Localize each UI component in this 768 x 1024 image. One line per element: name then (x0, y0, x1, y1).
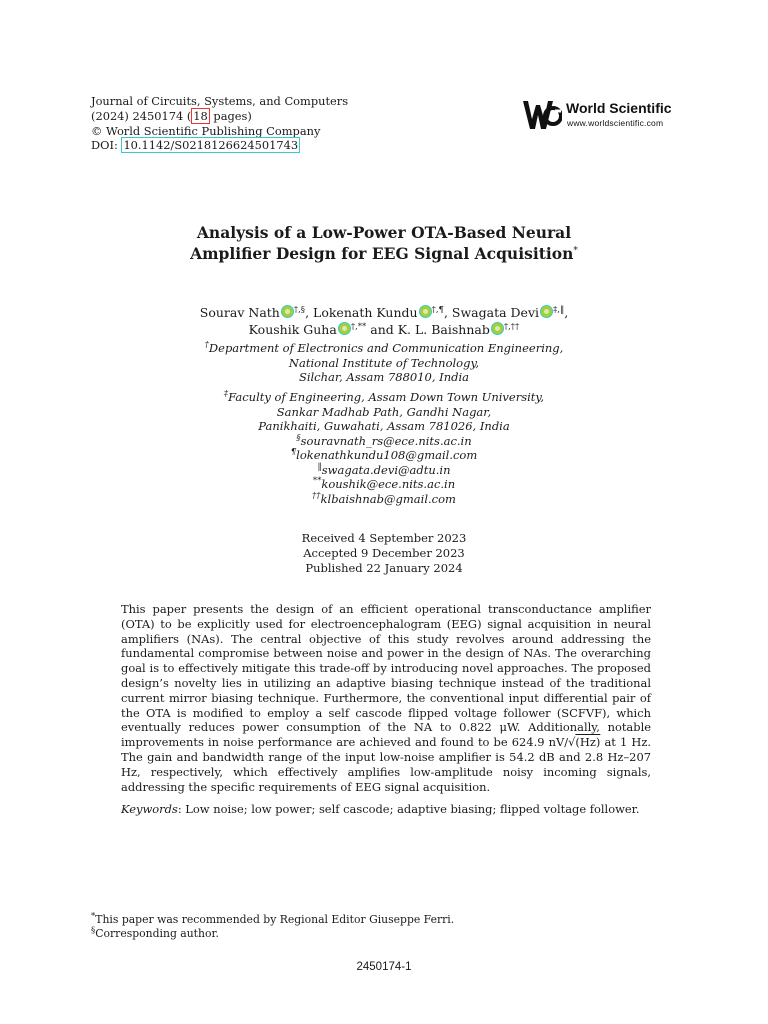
pages-link[interactable]: 18 (193, 108, 208, 123)
title-footnote-marker: * (573, 245, 578, 256)
email[interactable]: ¶lokenathkundu108@gmail.com (290, 447, 478, 462)
title-line-2: Amplifier Design for EEG Signal Acquisition* (190, 244, 578, 263)
authors-line-2: Koushik Guha †,** and K. L. Baishnab †,†† (248, 321, 520, 337)
email[interactable]: ††klbaishnab@gmail.com (312, 490, 456, 506)
author-name: Lokenath Kundu (313, 305, 418, 320)
footnote-2: §Corresponding author. (91, 925, 219, 940)
orcid-icon[interactable] (281, 305, 294, 318)
publisher-logo (522, 97, 692, 131)
footnotes (91, 913, 454, 941)
publisher-name: World Scientific (566, 100, 672, 116)
doi-line: DOI: 10.1142/S0218126624501743 (91, 138, 299, 153)
orcid-icon[interactable] (491, 322, 504, 335)
orcid-icon[interactable] (419, 305, 432, 318)
publisher-url: www.worldscientific.com (567, 118, 664, 128)
title-line-1: Analysis of a Low-Power OTA-Based Neural (196, 223, 572, 242)
email[interactable]: **koushik@ece.nits.ac.in (312, 476, 456, 491)
paper-title (0, 222, 768, 264)
orcid-icon[interactable] (540, 305, 553, 318)
orcid-icon[interactable] (338, 322, 351, 335)
affiliation-1: †Department of Electronics and Communication Engineering, National Institute of Technology, Silchar, Assam 788010, India (204, 340, 564, 384)
received-date: Received 4 September 2023 (301, 531, 467, 545)
author-name: Swagata Devi (451, 305, 540, 320)
copyright: © World Scientific Publishing Company (91, 123, 321, 138)
journal-volume-line: (2024) 2450174 ( 18 pages) (91, 108, 252, 123)
keywords-label: Keywords (121, 802, 178, 816)
affiliation-2: ‡Faculty of Engineering, Assam Down Town University, Sankar Madhab Path, Gandhi Nagar, Panikhaiti, Guwahati, Assam 781026, India §souravnath_rs@ece.nits.ac.in ¶lokenathkundu108@gmail.com ‖swagata.devi@adtu.in **koushik@ece.nits.ac.in ††klbaishnab@gmail.com (0, 390, 768, 506)
world-scientific-logo-icon (522, 97, 562, 131)
footnote-1: *This paper was recommended by Regional Editor Giuseppe Ferri. (91, 911, 455, 926)
authors-line-1: Sourav Nath †,§, Lokenath Kundu †,¶, Swagata Devi ‡,‖, (199, 304, 569, 320)
author-name: K. L. Baishnab (397, 322, 490, 337)
journal-name: Journal of Circuits, Systems, and Computers (91, 94, 349, 108)
author-list (0, 304, 768, 338)
email[interactable]: ‖swagata.devi@adtu.in (317, 461, 451, 477)
publication-dates (0, 531, 768, 577)
page-number: 2450174-1 (356, 961, 412, 973)
accepted-date: Accepted 9 December 2023 (303, 546, 465, 561)
keywords: Keywords: Low noise; low power; self cascode; adaptive biasing; flipped voltage follower. (121, 802, 640, 816)
author-name: Koushik Guha (248, 322, 337, 337)
sqrt-symbol: √ (568, 735, 576, 750)
email[interactable]: §souravnath_rs@ece.nits.ac.in (296, 432, 472, 448)
published-date: Published 22 January 2024 (305, 561, 463, 576)
author-name: Sourav Nath (199, 305, 280, 320)
doi-link[interactable]: 10.1142/S0218126624501743 (123, 138, 299, 153)
abstract: This paper presents the design of an efficient operational transconductance amplifier (OTA) to be explicitly used for electroencephalogram (EEG) signal acquisition in neural amplifiers (NAs). The central objective of this study revolves around addressing the fundamental compromise between noise and power in the design of NAs. The overarching goal is to effectively mitigate this trade-off by introducing novel approaches. The proposed design’s novelty lies in utilizing an adaptive biasing technique instead of the traditional current mirror biasing technique. Furthermore, the conventional input differential pair of the OTA is modified to employ a self cascode flipped voltage follower (SCFVF), which eventually reduces power consumption of the NA to 0.822 μW. Additionally, notable improvements in noise performance are achieved and found to be 624.9 nV/√(Hz) at 1 Hz. The gain and bandwidth range of the input low-noise amplifier is 54.2 dB and 2.8 Hz–207 Hz, respectively, which effectively amplifies low-amplitude noisy incoming signals, addressing the specific requirements of EEG signal acquisition. (121, 602, 651, 794)
journal-header (91, 94, 348, 153)
